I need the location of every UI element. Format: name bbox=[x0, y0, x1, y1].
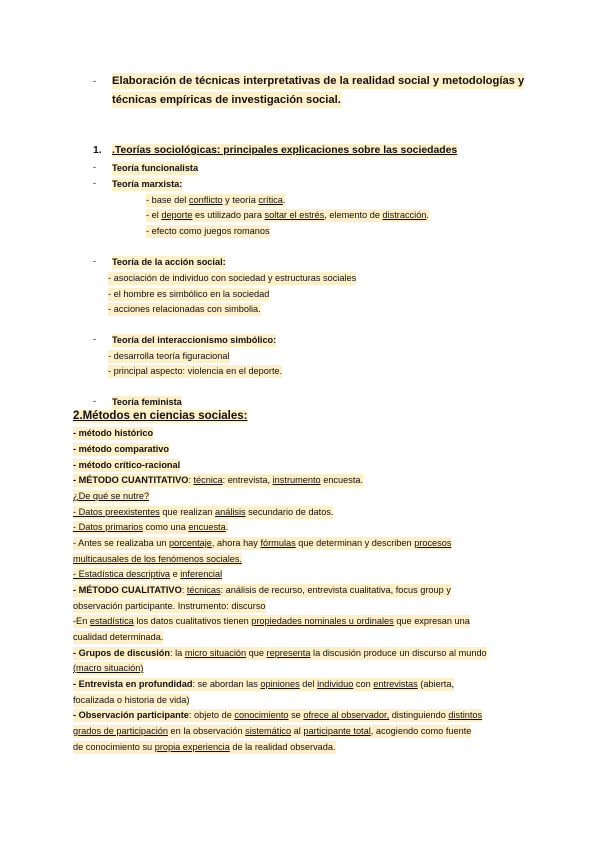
marx-item-2: - el deporte es utilizado para soltar el estrés, elemento de distracción. bbox=[146, 210, 429, 220]
estadistica-line-2: cualidad determinada. bbox=[73, 632, 164, 642]
list-bullet: - bbox=[93, 256, 97, 266]
grupos-line-2: (macro situación) bbox=[73, 663, 144, 673]
accion-item-3: - acciones relacionadas con simbolia. bbox=[108, 304, 261, 314]
list-bullet: - bbox=[93, 178, 97, 188]
antes-line-2: multicausales de los fenómenos sociales. bbox=[73, 554, 243, 564]
inter-item-2: - principal aspecto: violencia en el deporte. bbox=[108, 366, 283, 376]
intro-line-2: técnicas empíricas de investigación social. bbox=[112, 94, 341, 106]
nutre-question: ¿De qué se nutre? bbox=[73, 491, 150, 501]
accion-item-2: - el hombre es simbólico en la sociedad bbox=[108, 289, 270, 299]
metodo-comparativo: - método comparativo bbox=[73, 444, 169, 454]
section-2-title: 2.Métodos en ciencias sociales: bbox=[73, 410, 248, 422]
entrevista-profundidad: - Entrevista en profundidad: se abordan las opiniones del individuo con entrevistas (abierta, bbox=[73, 679, 454, 689]
theory-interaccionismo: Teoría del interaccionismo simbólico: bbox=[112, 335, 277, 345]
metodo-cuantitativo: - MÉTODO CUANTITATIVO: técnica: entrevista, instrumento encuesta. bbox=[73, 475, 364, 485]
observacion-participante: - Observación participante: objeto de conocimiento se ofrece al observador, distinguiendo distintos bbox=[73, 710, 483, 720]
estadistica-tipos: - Estadística descriptiva e inferencial bbox=[73, 569, 223, 579]
theory-accion-social: Teoría de la acción social: bbox=[112, 257, 226, 267]
inter-item-1: - desarrolla teoría figuracional bbox=[108, 351, 230, 361]
observacion-line-2: grados de participación en la observación sistemático al participante total, acogiendo como fuente bbox=[73, 726, 472, 736]
estadistica-cualitativa: -En estadística los datos cualitativos tienen propiedades nominales u ordinales que expresan una bbox=[73, 616, 470, 626]
list-bullet: - bbox=[93, 76, 97, 86]
antes-line-1: - Antes se realizaba un porcentaje, ahora hay fórmulas que determinan y describen procesos bbox=[73, 538, 452, 548]
entrevista-line-2: focalizada o historia de vida) bbox=[73, 695, 190, 705]
list-bullet: - bbox=[93, 334, 97, 344]
theory-marxista: Teoría marxista: bbox=[112, 179, 183, 189]
marx-item-3: - efecto como juegos romanos bbox=[146, 226, 270, 236]
metodo-historico: - método histórico bbox=[73, 428, 154, 438]
datos-primarios: - Datos primarios como una encuesta. bbox=[73, 522, 229, 532]
metodo-critico: - método crítico-racional bbox=[73, 460, 181, 470]
section-1-number: 1. bbox=[93, 145, 102, 156]
list-bullet: - bbox=[93, 162, 97, 172]
cualitativo-line-2: observación participante. Instrumento: discurso bbox=[73, 601, 266, 611]
marx-item-1: - base del conflicto y teoría crítica. bbox=[146, 195, 286, 205]
theory-feminista: Teoría feminista bbox=[112, 397, 182, 407]
theory-funcionalista: Teoría funcionalista bbox=[112, 163, 199, 173]
observacion-line-3: de conocimiento su propia experiencia de la realidad observada. bbox=[73, 742, 336, 752]
metodo-cualitativo: - MÉTODO CUALITATIVO: técnicas: análisis de recurso, entrevista cualitativa, focus group y bbox=[73, 585, 451, 595]
datos-preexistentes: - Datos preexistentes que realizan análisis secundario de datos. bbox=[73, 507, 334, 517]
list-bullet: - bbox=[93, 396, 97, 406]
intro-line-1: Elaboración de técnicas interpretativas de la realidad social y metodologías y bbox=[112, 75, 525, 87]
accion-item-1: - asociación de individuo con sociedad y estructuras sociales bbox=[108, 273, 357, 283]
section-1-title: .Teorías sociológicas: principales explicaciones sobre las sociedades bbox=[112, 145, 458, 156]
grupos-discusion: - Grupos de discusión: la micro situación que representa la discusión produce un discurso al mundo bbox=[73, 648, 487, 658]
